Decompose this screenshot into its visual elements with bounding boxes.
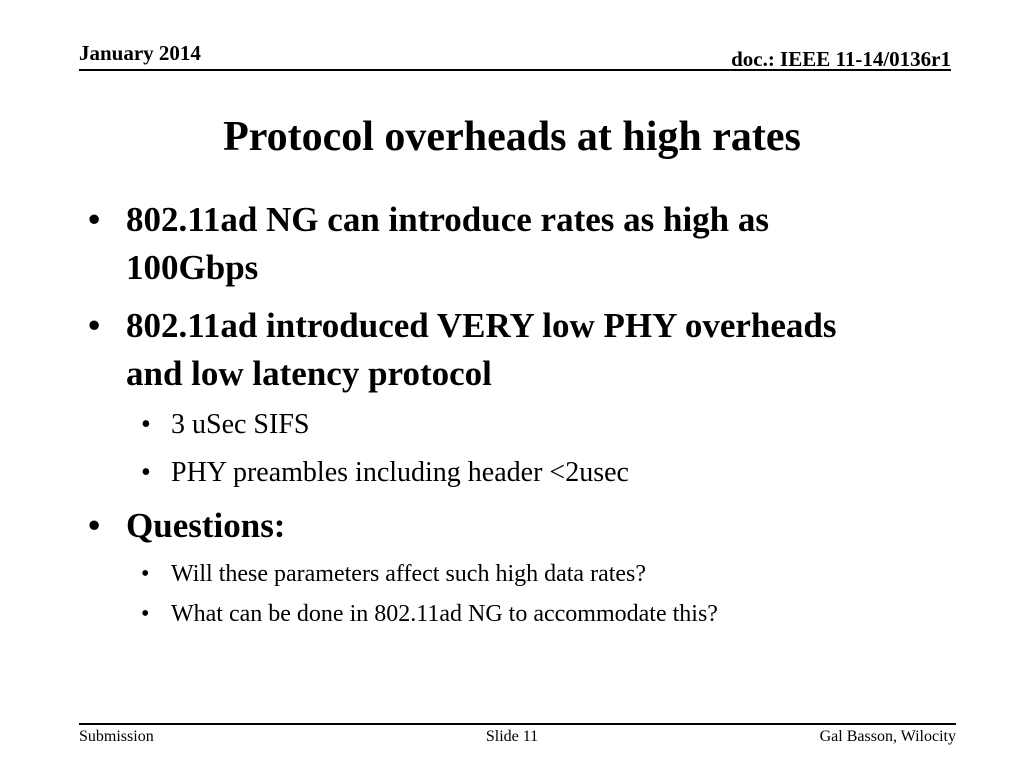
header-doc-id: doc.: IEEE 11-14/0136r1 xyxy=(731,47,951,71)
bullet-marker: • xyxy=(88,200,101,239)
bullet-marker: • xyxy=(88,506,101,545)
header-divider xyxy=(79,69,951,71)
footer-author: Gal Basson, Wilocity xyxy=(819,728,956,745)
bullet-item-1 xyxy=(88,196,770,292)
slide-title: Protocol overheads at high rates xyxy=(223,114,801,160)
sub-bullet-3-1-text: Will these parameters affect such high data rates? xyxy=(171,561,647,587)
footer-divider xyxy=(79,723,956,725)
bullet-3-line-1: Questions: xyxy=(126,506,286,545)
sub-bullet-3-1 xyxy=(141,560,647,588)
bullet-1-line-1: 802.11ad NG can introduce rates as high as xyxy=(126,200,770,239)
bullet-item-3 xyxy=(88,502,286,550)
sub-bullet-2-2 xyxy=(141,457,629,489)
bullet-marker: • xyxy=(88,306,101,345)
bullet-marker: • xyxy=(141,601,150,627)
header-date: January 2014 xyxy=(79,41,201,65)
bullet-1-line-2: 100Gbps xyxy=(126,248,259,287)
sub-bullet-2-2-text: PHY preambles including header <2usec xyxy=(171,457,629,488)
sub-bullet-2-1-text: 3 uSec SIFS xyxy=(171,409,310,440)
bullet-marker: • xyxy=(141,409,151,440)
bullet-marker: • xyxy=(141,457,151,488)
sub-bullet-2-1 xyxy=(141,409,310,441)
footer-slide-number: Slide 11 xyxy=(485,728,539,745)
bullet-marker: • xyxy=(141,561,150,587)
bullet-2-line-2: and low latency protocol xyxy=(126,354,492,393)
sub-bullet-3-2 xyxy=(141,600,718,628)
bullet-2-line-1: 802.11ad introduced VERY low PHY overheads xyxy=(126,306,837,345)
footer-submission: Submission xyxy=(79,728,154,745)
bullet-item-2 xyxy=(88,302,837,398)
sub-bullet-3-2-text: What can be done in 802.11ad NG to accommodate this? xyxy=(171,601,718,627)
